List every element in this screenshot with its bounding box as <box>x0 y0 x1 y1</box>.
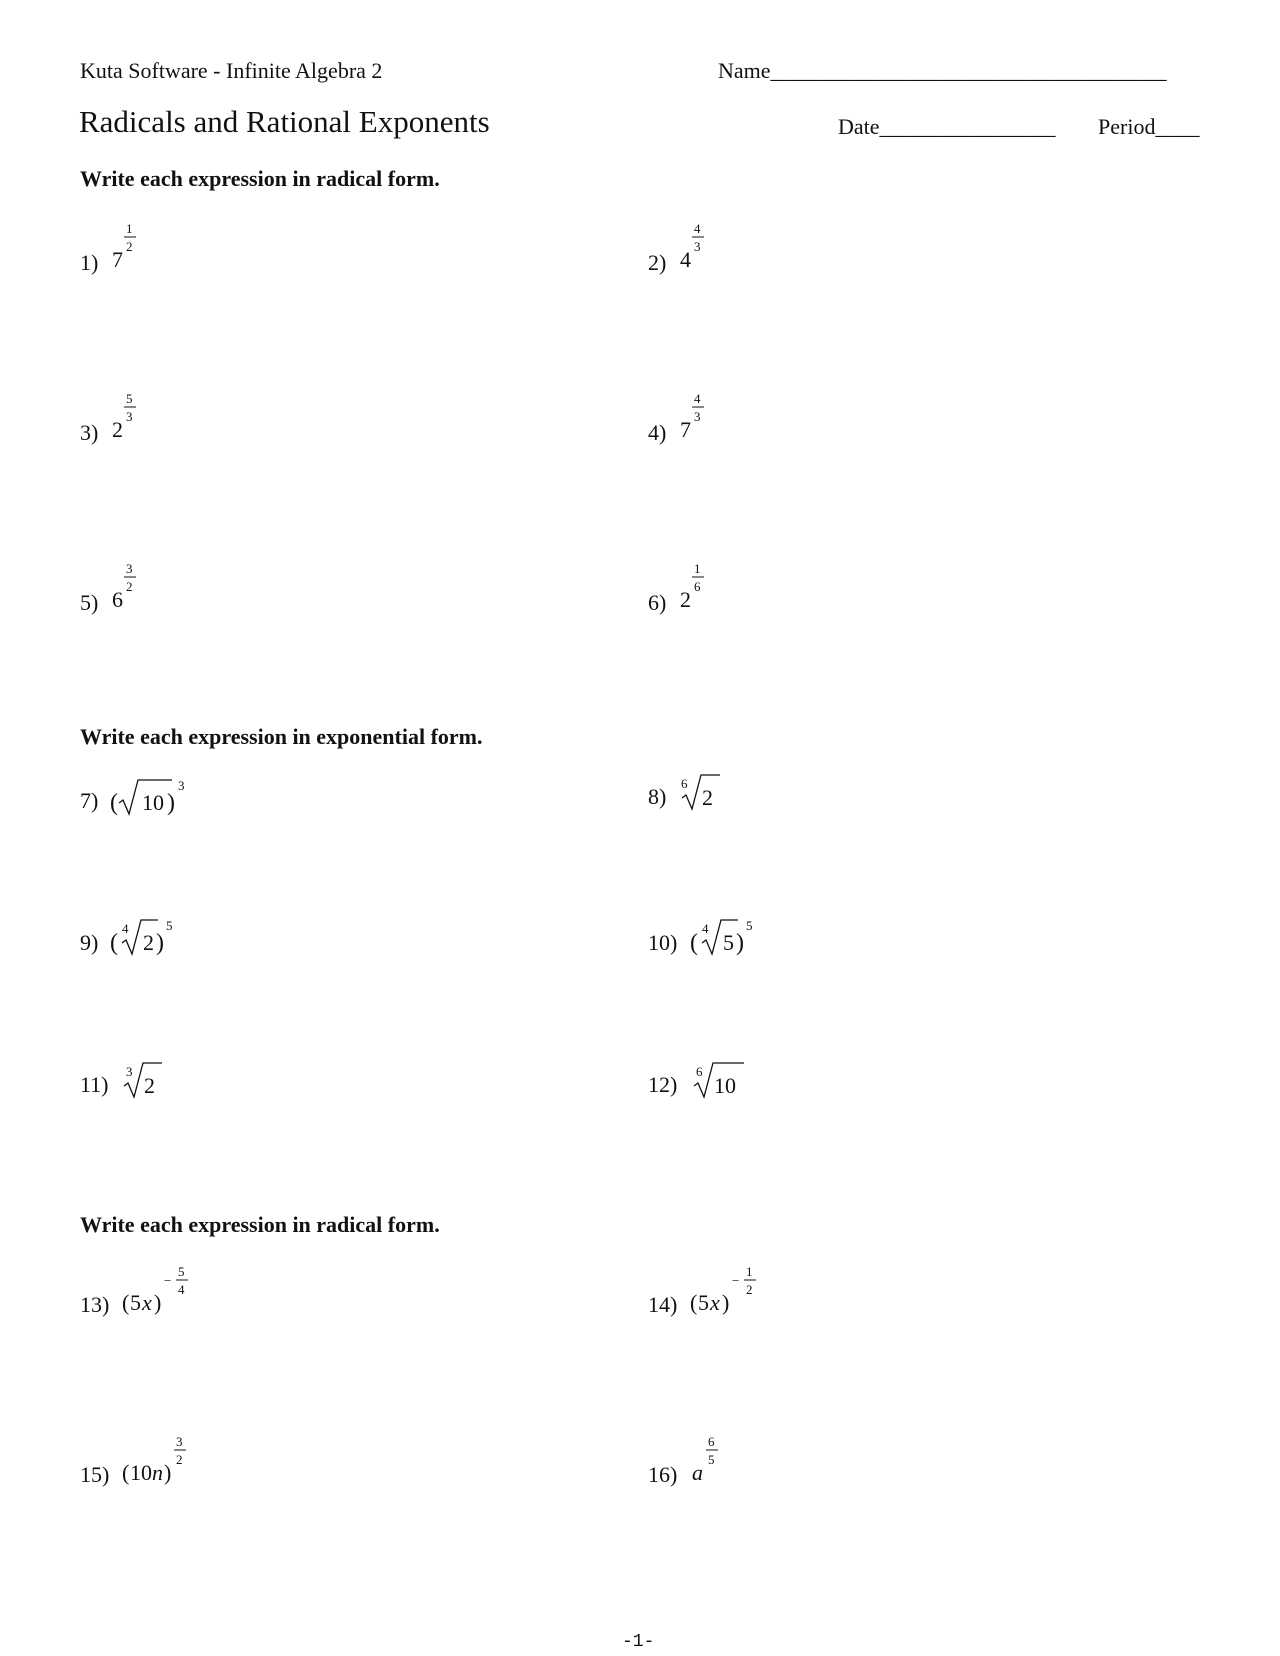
problem-2-exp-numerator: 4 <box>694 221 701 236</box>
problem-13-number: 13) <box>80 1292 110 1317</box>
problem-13-exp-denominator: 4 <box>178 1282 185 1297</box>
problem-13-exp-numerator: 5 <box>178 1264 185 1279</box>
problem-15-number: 15) <box>80 1462 110 1487</box>
svg-text:(: ( <box>110 790 118 816</box>
problem-15-exp-denominator: 2 <box>176 1452 183 1467</box>
problem-13-paren-open: ( <box>122 1290 130 1315</box>
problem-3-exp-numerator: 5 <box>126 391 133 406</box>
problem-10-power: 5 <box>746 918 753 933</box>
problem-13-exp-sign: − <box>164 1273 172 1288</box>
problem-2-number: 2) <box>648 250 667 275</box>
problem-15-coefficient: 10 <box>130 1460 152 1485</box>
problem-5-exp-numerator: 3 <box>126 561 133 576</box>
problem-6-number: 6) <box>648 590 667 615</box>
problem-6-expression <box>678 555 718 615</box>
svg-text:): ) <box>156 930 164 956</box>
problem-10-expression <box>690 910 770 960</box>
problem-14-paren-close: ) <box>722 1290 730 1315</box>
problem-1-expression <box>110 215 150 275</box>
problem-12-index: 6 <box>696 1064 703 1079</box>
name-blank: ____________________________________ <box>770 58 1167 83</box>
worksheet-title: Radicals and Rational Exponents <box>79 104 490 139</box>
problem-8-index: 6 <box>681 776 688 791</box>
problem-15-expression <box>122 1428 202 1488</box>
publisher-line: Kuta Software - Infinite Algebra 2 <box>80 58 383 83</box>
svg-text:(: ( <box>110 930 118 956</box>
name-field[interactable] <box>718 58 1167 84</box>
problem-10-radicand: 5 <box>723 930 734 955</box>
problem-9-power: 5 <box>166 918 173 933</box>
problem-14-paren-open: ( <box>690 1290 698 1315</box>
problem-12-radicand: 10 <box>714 1073 736 1098</box>
problem-5-base: 6 <box>112 587 123 612</box>
problem-7-radicand: 10 <box>142 790 164 815</box>
problem-14-exp-denominator: 2 <box>746 1282 753 1297</box>
problem-14-expression <box>690 1258 770 1318</box>
problem-12-expression <box>690 1053 770 1103</box>
problem-3-exp-denominator: 3 <box>126 409 133 424</box>
problem-7-number: 7) <box>80 788 99 813</box>
problem-15-variable: n <box>152 1460 163 1485</box>
problem-11-number: 11) <box>80 1072 109 1097</box>
problem-4-exp-numerator: 4 <box>694 391 701 406</box>
problem-14-number: 14) <box>648 1292 678 1317</box>
problem-12-number: 12) <box>648 1072 678 1097</box>
problem-3-number: 3) <box>80 420 99 445</box>
section-3-instruction: Write each expression in radical form. <box>80 1212 440 1237</box>
problem-5-expression <box>110 555 150 615</box>
problem-16-variable: a <box>692 1460 703 1485</box>
radical-sign-icon <box>682 775 720 809</box>
problem-11-radicand: 2 <box>144 1073 155 1098</box>
problem-11-index: 3 <box>126 1064 133 1079</box>
period-field[interactable] <box>1098 114 1199 140</box>
page-number: -1- <box>622 1632 655 1652</box>
problem-7-power: 3 <box>178 778 185 793</box>
section-1-instruction: Write each expression in radical form. <box>80 166 440 191</box>
problem-9-index: 4 <box>122 921 129 936</box>
problem-13-variable: x <box>142 1290 152 1315</box>
problem-4-base: 7 <box>680 417 691 442</box>
problem-2-expression <box>678 215 718 275</box>
date-blank: ________________ <box>879 114 1056 139</box>
problem-1-base: 7 <box>112 247 123 272</box>
problem-15-paren-open: ( <box>122 1460 130 1485</box>
problem-9-expression <box>110 910 190 960</box>
period-label: Period <box>1098 114 1156 139</box>
problem-2-exp-denominator: 3 <box>694 239 701 254</box>
problem-3-expression <box>110 385 150 445</box>
problem-3-base: 2 <box>112 417 123 442</box>
date-label: Date <box>838 114 880 139</box>
problem-4-exp-denominator: 3 <box>694 409 701 424</box>
problem-15-paren-close: ) <box>164 1460 172 1485</box>
svg-text:): ) <box>736 930 744 956</box>
period-blank: ____ <box>1155 114 1200 139</box>
problem-5-number: 5) <box>80 590 99 615</box>
problem-13-paren-close: ) <box>154 1290 162 1315</box>
svg-text:): ) <box>167 790 175 816</box>
problem-7-expression <box>110 770 200 820</box>
problem-9-radicand: 2 <box>143 930 154 955</box>
problem-8-radicand: 2 <box>702 785 713 810</box>
problem-14-variable: x <box>710 1290 720 1315</box>
date-field[interactable] <box>838 114 1056 140</box>
name-label: Name <box>718 58 771 83</box>
problem-2-base: 4 <box>680 247 691 272</box>
problem-14-coefficient: 5 <box>698 1290 709 1315</box>
problem-8-expression <box>678 765 738 815</box>
problem-16-number: 16) <box>648 1462 678 1487</box>
problem-8-number: 8) <box>648 784 667 809</box>
problem-14-exp-numerator: 1 <box>746 1264 753 1279</box>
problem-1-exp-denominator: 2 <box>126 239 133 254</box>
problem-15-exp-numerator: 3 <box>176 1434 183 1449</box>
problem-16-expression <box>690 1428 730 1488</box>
section-2-instruction: Write each expression in exponential form. <box>80 724 483 749</box>
problem-10-number: 10) <box>648 930 678 955</box>
problem-11-expression <box>120 1053 180 1103</box>
problem-6-exp-numerator: 1 <box>694 561 701 576</box>
problem-13-expression <box>122 1258 202 1318</box>
problem-1-number: 1) <box>80 250 99 275</box>
problem-16-exp-numerator: 6 <box>708 1434 715 1449</box>
problem-10-index: 4 <box>702 921 709 936</box>
problem-9-number: 9) <box>80 930 99 955</box>
problem-5-exp-denominator: 2 <box>126 579 133 594</box>
problem-6-exp-denominator: 6 <box>694 579 701 594</box>
problem-4-number: 4) <box>648 420 667 445</box>
problem-13-coefficient: 5 <box>130 1290 141 1315</box>
problem-16-exp-denominator: 5 <box>708 1452 715 1467</box>
svg-text:(: ( <box>690 930 698 956</box>
problem-6-base: 2 <box>680 587 691 612</box>
problem-1-exp-numerator: 1 <box>126 221 133 236</box>
problem-14-exp-sign: − <box>732 1273 740 1288</box>
problem-4-expression <box>678 385 718 445</box>
